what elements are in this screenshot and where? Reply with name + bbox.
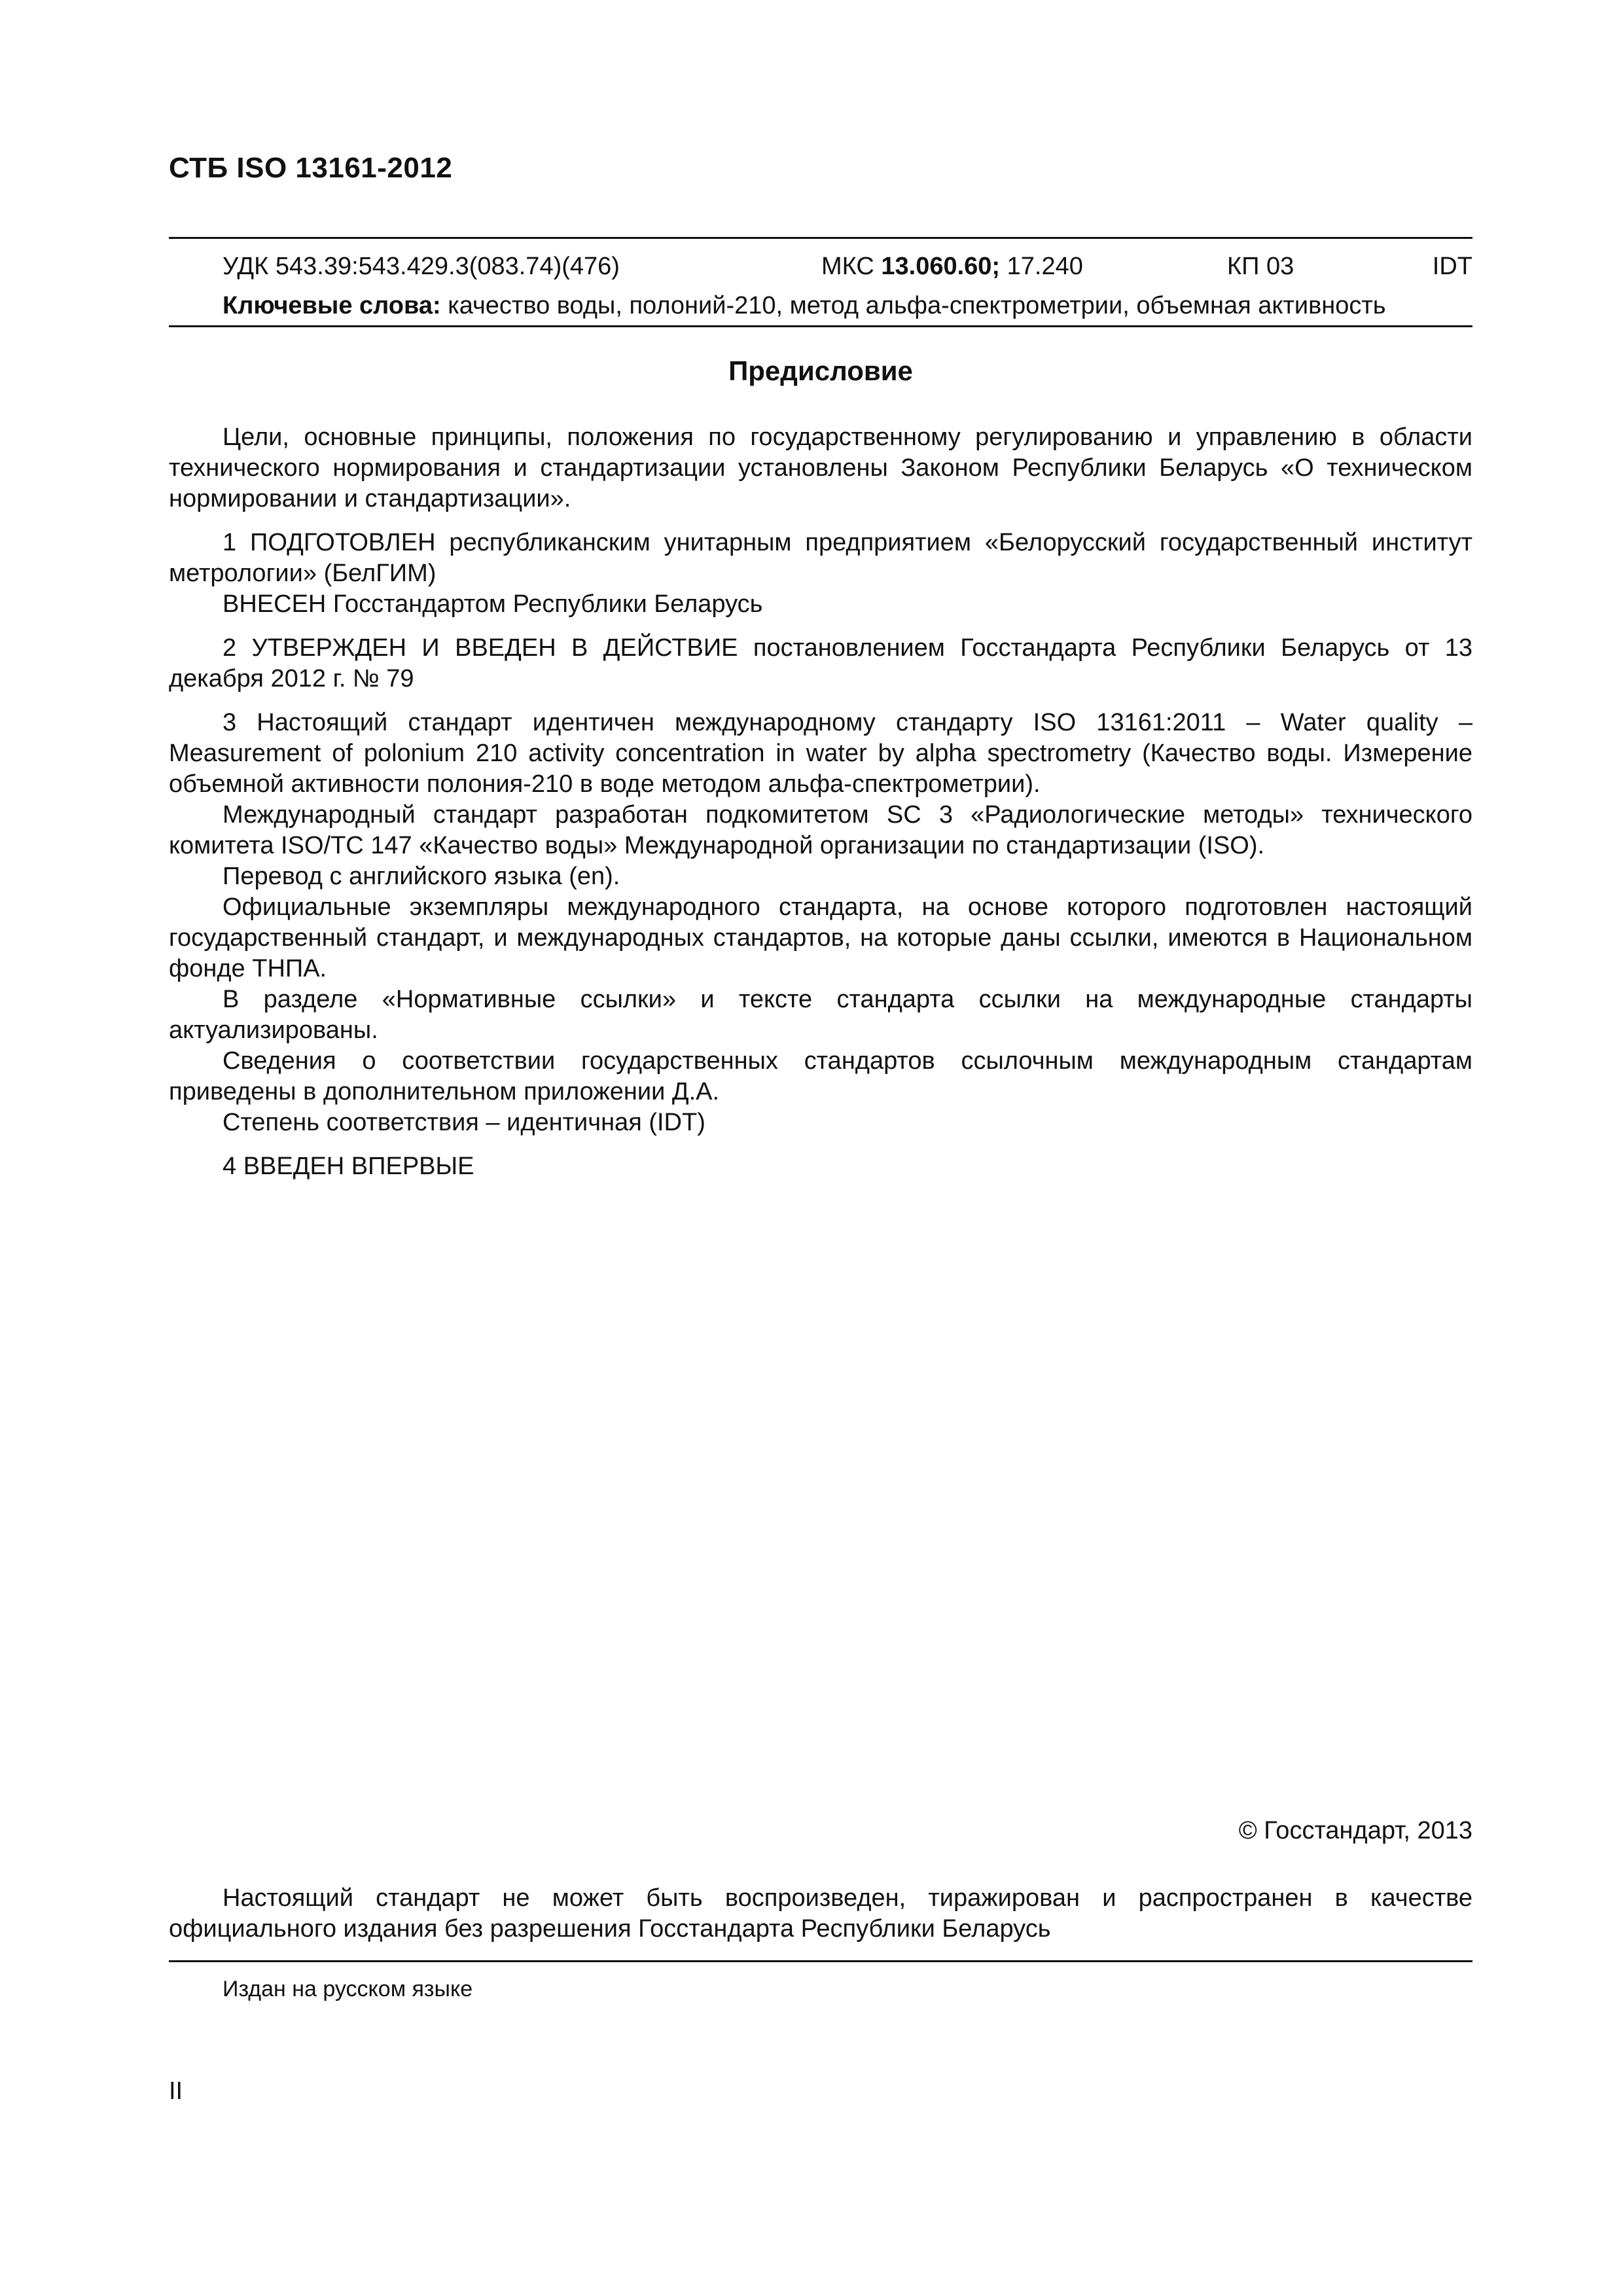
page-number: II — [169, 2077, 183, 2105]
keywords-label: Ключевые слова: — [223, 292, 441, 319]
keywords-text: качество воды, полоний-210, метод альфа-спектрометрии, объемная активность — [448, 292, 1386, 319]
mks-secondary-code: 17.240 — [1007, 253, 1083, 280]
foreword-paragraph: Цели, основные принципы, положения по государственному регулированию и управлению в области технического нормирования и стандартизации установлены Законом Республики Беларусь «О техническом нормировании и стандартизации». — [169, 423, 1472, 512]
mks-primary-code: 13.060.60; — [881, 253, 1001, 280]
language-note: Издан на русском языке — [223, 1977, 473, 2001]
keywords-divider — [169, 325, 1472, 327]
udk-code: УДК 543.39:543.429.3(083.74)(476) — [223, 253, 620, 280]
foreword-paragraph: 4 ВВЕДЕН ВПЕРВЫЕ — [223, 1153, 474, 1180]
foreword-paragraph: Сведения о соответствии государственных стандартов ссылочным международным стандартам приведены в дополнительном приложении Д.А. — [169, 1047, 1472, 1105]
classification-row — [223, 253, 1472, 281]
foreword-paragraph: В разделе «Нормативные ссылки» и тексте стандарта ссылки на международные стандарты актуализированы. — [169, 986, 1472, 1044]
reproduction-notice-text: Настоящий стандарт не может быть воспроизведен, тиражирован и распространен в качестве официального издания без разрешения Госстандарта Республики Беларусь — [169, 1884, 1472, 1943]
foreword-paragraph: 1 ПОДГОТОВЛЕН республиканским унитарным предприятием «Белорусский государственный институт метрологии» (БелГИМ) — [169, 529, 1472, 587]
foreword-paragraph: Международный стандарт разработан подкомитетом SC 3 «Радиологические методы» технического комитета ISO/TC 147 «Качество воды» Международной организации по стандартизации (ISO). — [169, 801, 1472, 859]
reproduction-notice — [169, 1883, 1472, 1945]
foreword-paragraph: ВНЕСЕН Госстандартом Республики Беларусь — [223, 590, 763, 618]
foreword-paragraph: 3 Настоящий стандарт идентичен международному стандарту ISO 13161:2011 – Water quality – Measurement of polonium 210 activity concentration in water by alpha spectrometry (Качество воды. Измерение объемной активности полония-210 в воде методом альфа-спектрометрии). — [169, 709, 1472, 798]
idt-code: IDT — [1432, 253, 1472, 280]
foreword-paragraph: 2 УТВЕРЖДЕН И ВВЕДЕН В ДЕЙСТВИЕ постановлением Госстандарта Республики Беларусь от 13 декабря 2012 г. № 79 — [169, 634, 1472, 692]
keywords-line — [223, 292, 1472, 320]
foreword-heading: Предисловие — [728, 355, 913, 386]
copyright-line: © Госстандарт, 2013 — [1238, 1817, 1472, 1844]
foreword-paragraph: Степень соответствия – идентичная (IDT) — [223, 1109, 705, 1136]
foreword-paragraph: Перевод с английского языка (en). — [223, 863, 620, 890]
foreword-paragraph: Официальные экземпляры международного стандарта, на основе которого подготовлен настоящий государственный стандарт, и международных стандартов, на которые даны ссылки, имеются в Национальном фонде ТНПА. — [169, 893, 1472, 982]
foreword-body — [169, 422, 1472, 1182]
kp-code: КП 03 — [1227, 253, 1294, 280]
mks-code — [821, 253, 1227, 281]
top-divider — [169, 237, 1472, 239]
footer-divider — [169, 1960, 1472, 1962]
mks-label: МКС — [821, 253, 874, 280]
document-title: СТБ ISO 13161-2012 — [169, 152, 453, 184]
